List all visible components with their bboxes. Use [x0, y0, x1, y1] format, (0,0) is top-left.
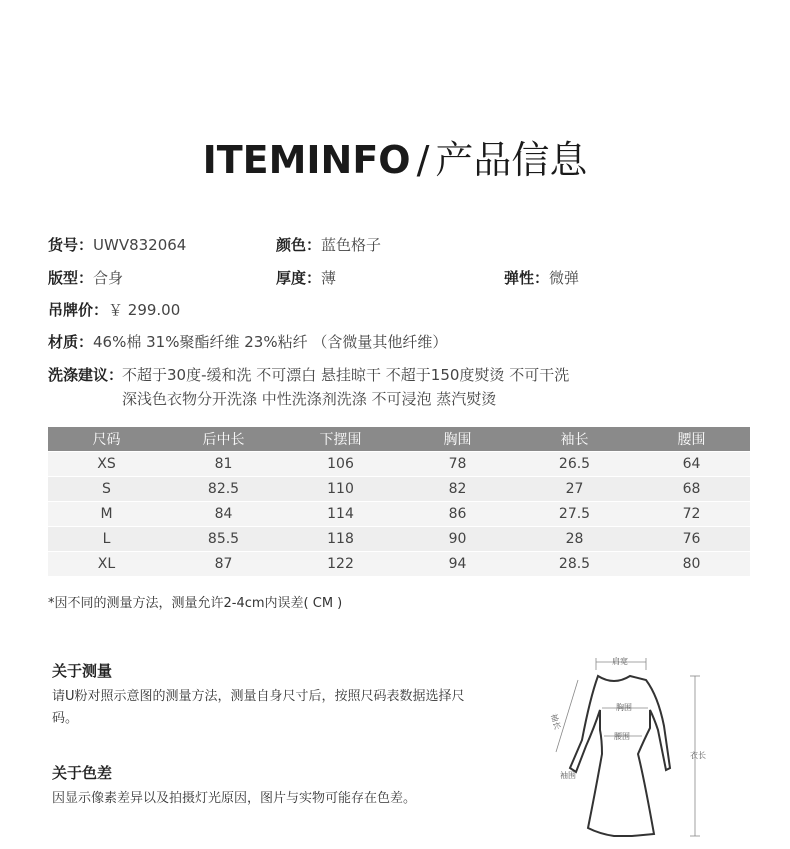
size-table-header [48, 427, 750, 452]
table-cell: 72 [633, 502, 750, 527]
measurement-note: *因不同的测量方法，测量允许2-4cm内误差( CM ) [48, 596, 343, 611]
page-title [0, 137, 790, 183]
label-shoulder: 肩宽 [612, 657, 628, 666]
dress-outline [570, 676, 670, 836]
table-cell: 80 [633, 552, 750, 577]
table-row [48, 452, 750, 477]
dress-measurement-diagram [530, 648, 730, 848]
table-cell: XS [48, 452, 165, 477]
col-waist: 腰围 [633, 427, 750, 452]
table-cell: 122 [282, 552, 399, 577]
title-en: ITEMINFO [202, 138, 411, 182]
color-value: 蓝色格子 [321, 236, 382, 254]
thickness [276, 268, 336, 288]
label-cuff: 袖围 [560, 771, 576, 780]
color-diff-text: 因显示像素差异以及拍摄灯光原因，图片与实物可能存在色差。 [52, 791, 417, 806]
table-cell: 28.5 [516, 552, 633, 577]
title-zh: 产品信息 [435, 138, 588, 182]
item-no-label: 货号： [48, 236, 94, 254]
col-back-length: 后中长 [165, 427, 282, 452]
color [276, 235, 381, 255]
elasticity-value: 微弹 [549, 269, 580, 287]
table-cell: 82 [399, 477, 516, 502]
table-cell: M [48, 502, 165, 527]
table-cell: 27 [516, 477, 633, 502]
col-size: 尺码 [48, 427, 165, 452]
label-length: 衣长 [690, 751, 706, 760]
table-cell: L [48, 527, 165, 552]
table-cell: 78 [399, 452, 516, 477]
thickness-label: 厚度： [276, 269, 322, 287]
material-label: 材质： [48, 333, 94, 351]
table-cell: 85.5 [165, 527, 282, 552]
size-table [48, 427, 750, 576]
table-cell: 84 [165, 502, 282, 527]
price-label: 吊牌价： [48, 301, 109, 319]
fit-label: 版型： [48, 269, 94, 287]
label-chest: 胸围 [616, 703, 632, 712]
care-line-2: 深浅色衣物分开洗涤 中性洗涤剂洗涤 不可浸泡 蒸汽熨烫 [122, 390, 497, 408]
table-cell: 68 [633, 477, 750, 502]
col-hem: 下摆围 [282, 427, 399, 452]
table-cell: 87 [165, 552, 282, 577]
col-chest: 胸围 [399, 427, 516, 452]
table-cell: XL [48, 552, 165, 577]
elasticity [504, 268, 579, 288]
table-cell: 106 [282, 452, 399, 477]
thickness-value: 薄 [321, 269, 337, 287]
measure-text: 请U粉对照示意图的测量方法，测量自身尺寸后，按照尺码表数据选择尺码。 [52, 689, 465, 726]
table-cell: 28 [516, 527, 633, 552]
table-cell: 94 [399, 552, 516, 577]
table-row [48, 552, 750, 577]
fit-value: 合身 [93, 269, 124, 287]
care-label-row [48, 365, 123, 385]
table-cell: 64 [633, 452, 750, 477]
measure-title: 关于测量 [52, 662, 113, 680]
table-row [48, 527, 750, 552]
measure-lines [556, 658, 700, 836]
color-label: 颜色： [276, 236, 322, 254]
elasticity-label: 弹性： [504, 269, 550, 287]
material-value: 46%棉 31%聚酯纤维 23%粘纤 （含微量其他纤维） [93, 333, 448, 351]
fit [48, 268, 123, 288]
col-sleeve: 袖长 [516, 427, 633, 452]
table-cell: 76 [633, 527, 750, 552]
care-label: 洗涤建议： [48, 366, 124, 384]
item-no-value: UWV832064 [93, 236, 187, 254]
table-row [48, 477, 750, 502]
table-cell: 118 [282, 527, 399, 552]
title-separator: / [416, 138, 430, 182]
table-cell: 82.5 [165, 477, 282, 502]
table-cell: 114 [282, 502, 399, 527]
table-row [48, 502, 750, 527]
table-cell: 110 [282, 477, 399, 502]
color-diff-title: 关于色差 [52, 764, 113, 782]
price-value: ￥ 299.00 [108, 301, 181, 319]
table-cell: 27.5 [516, 502, 633, 527]
table-cell: 86 [399, 502, 516, 527]
price [48, 300, 180, 320]
label-sleeve: 袖长 [549, 712, 562, 731]
table-cell: S [48, 477, 165, 502]
table-cell: 90 [399, 527, 516, 552]
table-cell: 26.5 [516, 452, 633, 477]
care-line-1: 不超于30度-缓和洗 不可漂白 悬挂晾干 不超于150度熨烫 不可干洗 [122, 366, 570, 384]
table-cell: 81 [165, 452, 282, 477]
label-waist: 腰围 [614, 732, 630, 741]
material [48, 332, 447, 352]
item-no [48, 235, 186, 255]
